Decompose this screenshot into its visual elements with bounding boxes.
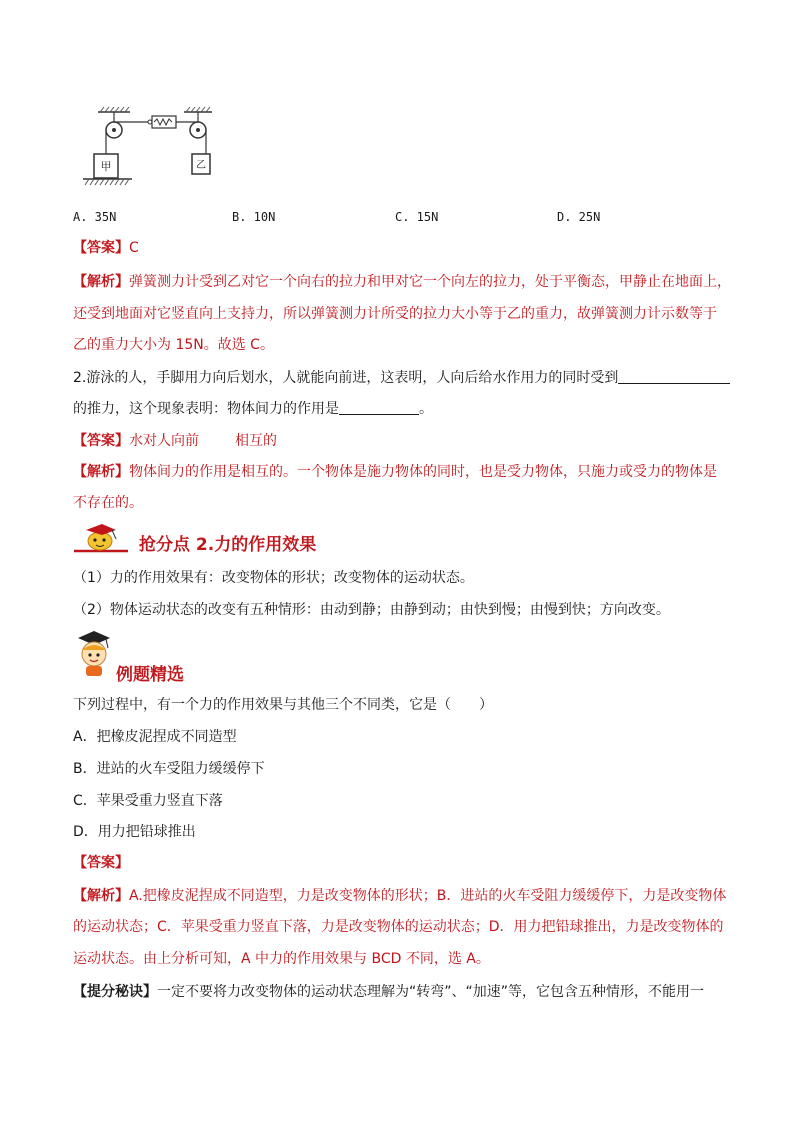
example-option-b: B．进站的火车受阻力缓缓停下 [73, 761, 265, 777]
option-b: B. 10N [232, 210, 276, 224]
ground [83, 179, 132, 185]
q2-question-line-1: 2.游泳的人，手脚用力向后划水，人就能向前进，这表明，人向后给水作用力的同时受到 [73, 368, 730, 388]
student-mascot-icon [72, 628, 118, 678]
q2-blank-2 [339, 400, 419, 415]
q2-answer: 【答案】水对人向前 相互的 [73, 433, 277, 449]
q1-answer: 【答案】C [73, 240, 139, 256]
block-jia-label: 甲 [100, 160, 112, 173]
q2-blank-1 [618, 369, 730, 384]
example-option-d: D．用力把铅球推出 [73, 824, 196, 840]
mascot-cap-icon [72, 522, 130, 554]
example-tip: 【提分秘诀】一定不要将力改变物体的运动状态理解为“转弯”、“加速”等，它包含五种情形，不能用一 [73, 984, 705, 1000]
example-title: 例题精选 [116, 665, 184, 685]
q1-analysis-line-3: 乙的重力大小为 15N。故选 C。 [73, 337, 274, 353]
example-question: 下列过程中，有一个力的作用效果与其他三个不同类，它是（ ） [73, 697, 493, 713]
example-answer: 【答案】 [73, 855, 129, 871]
example-option-c: C．苹果受重力竖直下落 [73, 793, 223, 809]
q1-analysis-line-1: 【解析】弹簧测力计受到乙对它一个向右的拉力和甲对它一个向左的拉力，处于平衡态，甲静止在地面上， [73, 274, 731, 290]
block-yi-label: 乙 [196, 160, 206, 171]
section-2-point-1: （1）力的作用效果有：改变物体的形状；改变物体的运动状态。 [73, 570, 474, 586]
section-2-title: 抢分点 2.力的作用效果 [139, 535, 317, 555]
pulley-diagram [80, 106, 220, 190]
section-2-point-2: （2）物体运动状态的改变有五种情形：由动到静；由静到动；由快到慢；由慢到快；方向改变。 [73, 602, 670, 618]
example-option-a: A．把橡皮泥捏成不同造型 [73, 729, 237, 745]
q1-analysis-line-2: 还受到地面对它竖直向上支持力，所以弹簧测力计所受的拉力大小等于乙的重力，故弹簧测力计示数等于 [73, 306, 717, 322]
ceiling-right [184, 107, 212, 112]
example-analysis-line-1: 【解析】A.把橡皮泥捏成不同造型，力是改变物体的形状；B．进站的火车受阻力缓缓停下，力是改变物体 [73, 888, 727, 904]
q2-analysis-line-2: 不存在的。 [73, 495, 143, 511]
option-d: D. 25N [557, 210, 601, 224]
spring-scale [148, 116, 176, 128]
option-a: A. 35N [73, 210, 117, 224]
q2-question-line-2: 的推力，这个现象表明：物体间力的作用是 。 [73, 401, 433, 417]
option-c: C. 15N [395, 210, 439, 224]
example-analysis-line-2: 的运动状态；C．苹果受重力竖直下落，力是改变物体的运动状态；D．用力把铅球推出，力是改变物体的 [73, 919, 724, 935]
ceiling-left [98, 107, 130, 112]
example-analysis-line-3: 运动状态。由上分析可知，A 中力的作用效果与 BCD 不同，选 A。 [73, 951, 490, 967]
q2-analysis-line-1: 【解析】物体间力的作用是相互的。一个物体是施力物体的同时，也是受力物体，只施力或受力的物体是 [73, 464, 717, 480]
